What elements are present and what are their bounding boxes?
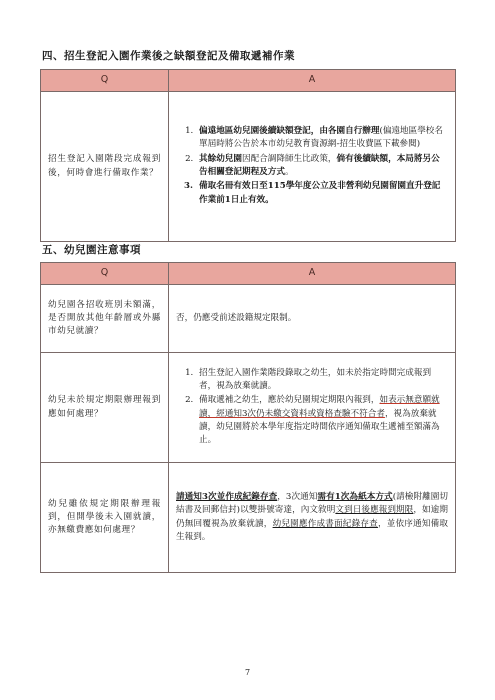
answer-list	[176, 125, 448, 207]
section-4-title: 四、招生登記入園作業後之缺額登記及備取遞補作業	[42, 50, 295, 62]
answer-text: ，如逾期仍無回覆視為放棄就讀，	[176, 505, 448, 529]
answer-bold-text: 偏遠地區幼兒園後續缺額登記，由各園自行辦理	[199, 126, 380, 137]
answer-bold-text: 倘有後續缺額，本局將另公告相關登記期程及方式	[199, 153, 440, 177]
answer-text: ，並依序通知備取生報到。	[176, 518, 448, 542]
question-cell: 幼兒雖依規定期限辦理報到，但開學後未入園就讀，亦無繳費應如何處理？	[41, 463, 169, 573]
answer-underlined-text: 幼兒園應作成書面紀錄存查	[272, 518, 378, 529]
table-row	[41, 463, 456, 573]
answer-text: ，視為放棄就讀，幼兒園將於本學年度指定時間依序通知備取生遞補至額滿為止。	[199, 408, 440, 446]
answer-cell	[169, 353, 456, 463]
table-row	[41, 285, 456, 353]
answer-text: 備取遞補之幼生，應於幼兒園規定期限內報到，	[199, 395, 380, 406]
table-row	[41, 92, 456, 242]
list-item: 1. 招生登記入園作業階段錄取之幼生，如未於指定時間完成報到者，視為放棄就讀。	[196, 367, 448, 394]
answer-cell: 否，仍應受前述設籍規定限制。	[169, 285, 456, 353]
list-item: 3. 備取名冊有效日至115學年度公立及非營利幼兒園留園直升登記作業前1日止有效。	[196, 180, 448, 207]
header-a: A	[169, 263, 456, 285]
question-cell: 招生登記入園階段完成報到後，何時會進行備取作業？	[41, 92, 169, 242]
answer-text: 因配合調降師生比政策，	[241, 153, 337, 164]
question-cell: 幼兒園各招收班別未額滿，是否開放其他年齡層或外縣市幼兒就讀？	[41, 285, 169, 353]
page-number: 7	[244, 668, 251, 677]
answer-text: 。	[284, 167, 294, 177]
answer-list	[176, 367, 448, 448]
table-header-row	[41, 263, 456, 285]
answer-bold-text: 請通知3次並作成紀錄存查	[176, 491, 278, 502]
question-cell: 幼兒未於規定期限辦理報到應如何處理？	[41, 353, 169, 463]
list-item	[196, 153, 448, 180]
answer-underlined-text: 文到日後應報到期限	[335, 505, 414, 516]
section-4-table	[40, 69, 456, 242]
section-5-title: 五、幼兒園注意事項	[42, 244, 141, 256]
answer-text: (偏遠地區學校名單屆時將公告於本市幼兒教育資源網-招生收費區下載參閱)	[199, 126, 443, 150]
list-item	[196, 125, 448, 152]
answer-text: ，3次通知	[277, 491, 318, 502]
header-a: A	[169, 70, 456, 92]
answer-bold-text: 需有1次為紙本方式	[317, 491, 393, 502]
answer-bold-text: 其餘幼兒園	[199, 153, 242, 164]
section-5-table	[40, 262, 456, 573]
answer-underlined-text: 如表示無意願就讀，經通知3次仍未繳交資料或資格查驗不符合者	[199, 395, 440, 419]
header-q: Q	[41, 263, 169, 285]
answer-cell	[169, 92, 456, 242]
table-row	[41, 353, 456, 463]
answer-cell	[169, 463, 456, 573]
answer-text: (請檢附離園切結書及回郵信封)以雙掛號寄達，內文敘明	[176, 491, 449, 516]
table-header-row	[41, 70, 456, 92]
list-item	[196, 394, 448, 447]
header-q: Q	[41, 70, 169, 92]
